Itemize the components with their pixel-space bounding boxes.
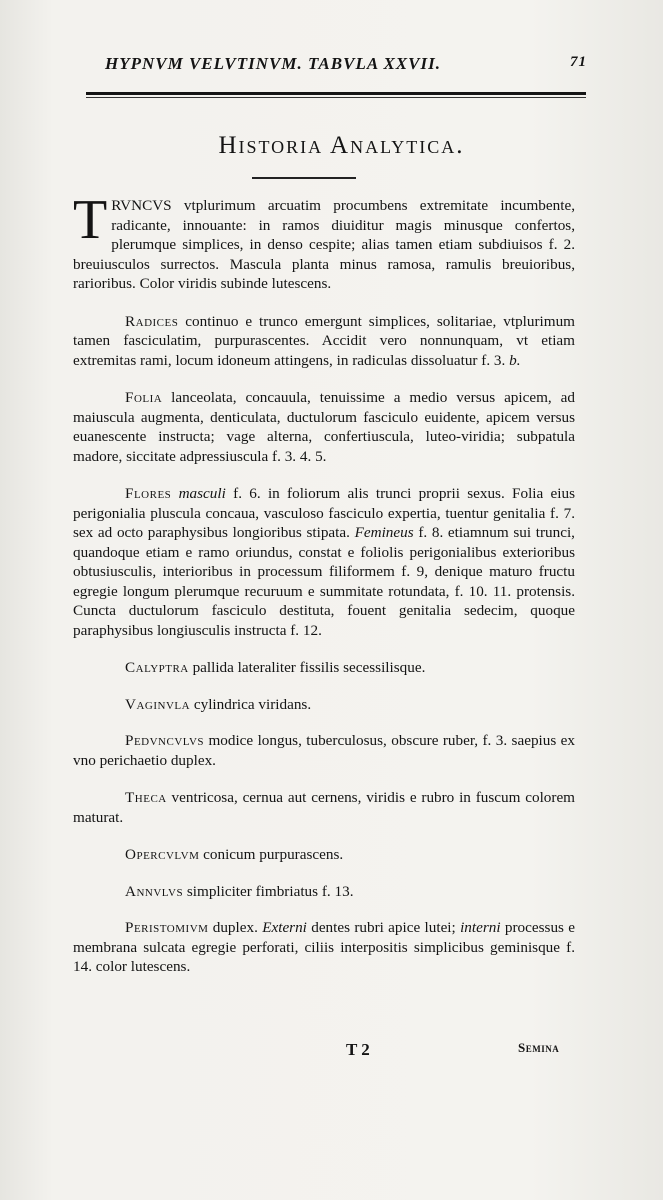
paragraph-text-2: dentes rubri apice lutei; — [306, 919, 461, 936]
signature-mark: T 2 — [346, 1040, 370, 1059]
title-rule — [252, 177, 356, 179]
running-title: HYPNVM VELVTINVM. TABVLA XXVII. — [105, 54, 441, 73]
paragraph-text: pallida lateraliter fissilis secessilisque. — [188, 659, 426, 676]
paragraph-text: conicum purpurascens. — [199, 846, 344, 863]
running-head — [105, 54, 587, 74]
paragraph-text: duplex. — [208, 919, 263, 936]
paragraph-text: cylindrica viridans. — [190, 695, 312, 713]
header-rule — [86, 92, 586, 95]
paragraph-text-3: processus e membrana sulcata egregie perforati, ciliis interpositis simplicibus geminisque f. 14. color lutescens. — [73, 919, 576, 975]
term: Radices — [125, 312, 179, 330]
term: Flores — [125, 485, 172, 502]
term: Peristomivm — [125, 919, 209, 936]
italic-term: Femineus — [354, 524, 414, 541]
paragraph-truncus — [73, 189, 575, 294]
paragraph-text: lanceolata, concauula, tenuissime a medio versus apicem, ad maiuscula augmenta, denticulata, ductulorum fasciculo euidente, apicem versus euanescente instructa; vage alterna, confertiuscula, luteo-viridia; subpatula madore, siccitate adpressiuscula f. 3. 4. 5. — [73, 389, 575, 465]
paragraph-text: RVNCVS vtplurimum arcuatim procumbens extremitate incumbente, radicante, innouante: in ramos diuiditur magis minusque confertos, plerumque simplices, in denso cespite; alias tamen etiam subdiuisos f. 2. breuiusculos surrectos. Mascula planta minus ramosa, ramulis breuioribus, rarioribus. Color viridis subinde lutescens. — [73, 197, 575, 292]
paragraph-text: ventricosa, cernua aut cernens, viridis e rubro in fuscum colorem maturat. — [73, 789, 575, 826]
paragraph-flores — [73, 484, 575, 640]
italic-term: Externi — [262, 919, 307, 936]
header-rule-thin — [86, 97, 586, 98]
paragraph-annulus — [73, 882, 575, 902]
paragraph-operculum — [73, 845, 575, 865]
italic-term-2: interni — [460, 919, 501, 936]
term: Pedvncvlvs — [125, 732, 205, 749]
term: Opercvlvm — [125, 846, 200, 863]
term: Vaginvla — [125, 695, 191, 713]
paragraph-vaginula — [73, 695, 575, 715]
term-italic: masculi — [171, 485, 226, 502]
body-text — [73, 189, 576, 995]
paragraph-text: modice longus, tuberculosus, obscure ruber, f. 3. saepius ex vno perichaetio duplex. — [73, 732, 575, 769]
paragraph-text: simpliciter fimbriatus f. 13. — [183, 882, 354, 900]
paragraph-pedunculus — [73, 731, 575, 770]
catchword: Semina — [518, 1040, 560, 1055]
paragraph-text-2: f. 8. etiamnum sui trunci, quandoque etiam e ramo oriundus, constat e foliolis perigonialibus exterioribus obtusiusculis, interioribus in processum filiformem f. 9, denique maturo fructu egregie longum plerumque recuruum e summitate rotundata, f. 10. 11. protensis. Cuncta ductulorum fasciculo destituta, fouent genitalia sedecim, quoque paraphysibus longiusculis instructa f. 12. — [73, 524, 575, 639]
italic-ref: b. — [509, 351, 521, 369]
term: Theca — [125, 789, 167, 806]
paragraph-radices — [73, 312, 575, 371]
paragraph-peristomium — [73, 918, 575, 977]
page-number: 71 — [570, 54, 587, 70]
paragraph-text: f. 6. in foliorum alis trunci proprii sexus. Folia eius perigonialia pluscula concaua, vasculoso fasciculo expertia, tuentur genitalia f. 7. sex ad octo paraphysibus longioribus stipata. — [73, 485, 576, 541]
section-title: Historia Analytica. — [218, 132, 465, 159]
term: Annvlvs — [125, 882, 184, 900]
paragraph-text: continuo e trunco emergunt simplices, solitariae, vtplurimum tamen fasciculatim, purpurascentes. Accidit vero nonnunquam, vt etiam extremitas rami, locum idoneum attingens, in radiculas dissoluatur f. 3. — [73, 312, 575, 369]
drop-cap: T — [73, 189, 108, 251]
term: Folia — [125, 389, 163, 406]
paragraph-calyptra — [73, 658, 575, 678]
term: Calyptra — [125, 659, 189, 676]
paragraph-theca — [73, 788, 575, 827]
paragraph-folia — [73, 388, 575, 466]
